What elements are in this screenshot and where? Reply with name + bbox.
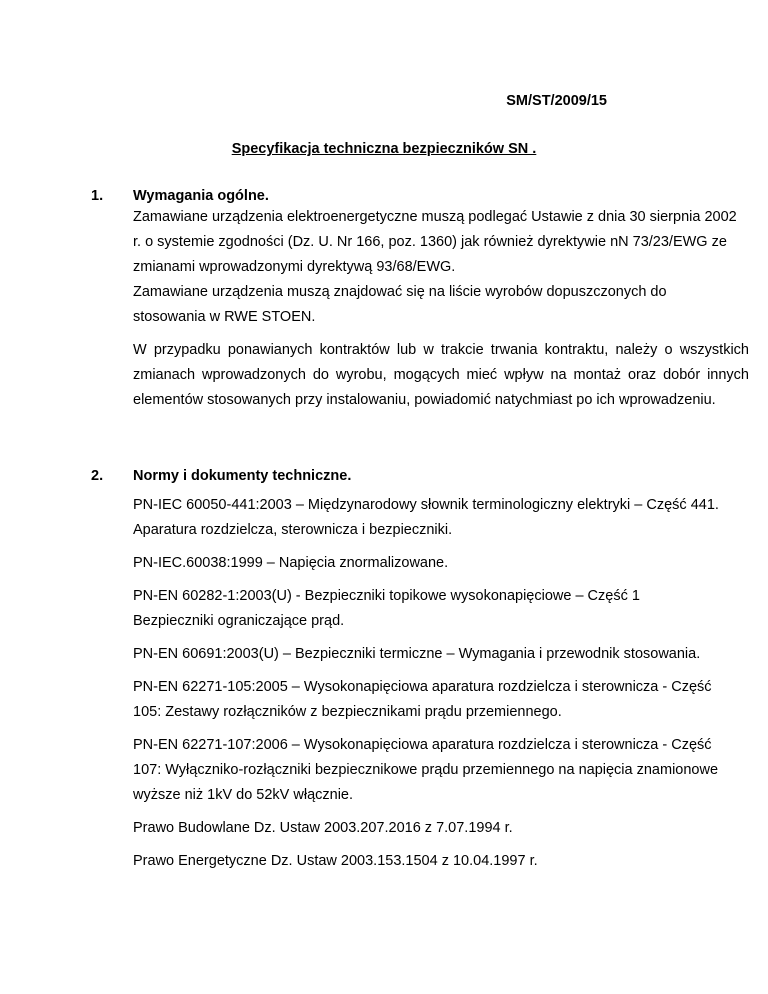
- section-number: 2.: [91, 468, 104, 484]
- section-heading: Wymagania ogólne.: [133, 188, 269, 204]
- standard-item: PN-IEC.60038:1999 – Napięcia znormalizowane.: [133, 555, 449, 571]
- standard-item: PN-EN 62271-107:2006 – Wysokonapięciowa aparatura rozdzielcza i sterownicza - Część 107: Wyłączniko-rozłączniki bezpiecznikowe prądu przemiennego na napięcia znamionowe wyższe niż 1kV do 52kV włącznie.: [133, 737, 719, 803]
- paragraph: Zamawiane urządzenia muszą znajdować się na liście wyrobów dopuszczonych do stosowania w RWE STOEN.: [133, 284, 667, 325]
- document-title: Specyfikacja techniczna bezpieczników SN .: [231, 141, 537, 157]
- section-number: 1.: [91, 188, 104, 204]
- standard-item: Prawo Energetyczne Dz. Ustaw 2003.153.1504 z 10.04.1997 r.: [133, 853, 538, 869]
- paragraph: W przypadku ponawianych kontraktów lub w trakcie trwania kontraktu, należy o wszystkich zmianach wprowadzonych do wyrobu, mogących mieć wpływ na montaż oraz dobór innych elementów stosowanych przy instalowaniu, powiadomić natychmiast po ich wprowadzeniu.: [133, 342, 749, 408]
- standard-item: PN-EN 62271-105:2005 – Wysokonapięciowa aparatura rozdzielcza i sterownicza - Część 105: Zestawy rozłączników z bezpiecznikami prądu przemiennego.: [133, 679, 712, 720]
- section-body: [133, 188, 749, 413]
- document-number: SM/ST/2009/15: [506, 93, 607, 109]
- standard-item: PN-IEC 60050-441:2003 – Międzynarodowy słownik terminologiczny elektryki – Część 441. Aparatura rozdzielcza, sterownicza i bezpieczniki.: [133, 497, 719, 538]
- paragraph: Zamawiane urządzenia elektroenergetyczne muszą podlegać Ustawie z dnia 30 sierpnia 2002 r. o systemie zgodności (Dz. U. Nr 166, poz. 1360) jak również dyrektywie nN 73/23/EWG ze zmianami wprowadzonymi dyrektywą 93/68/EWG.: [133, 209, 737, 275]
- standard-item: PN-EN 60282-1:2003(U) - Bezpieczniki topikowe wysokonapięciowe – Część 1 Bezpieczniki ograniczające prąd.: [133, 588, 640, 629]
- standard-item: Prawo Budowlane Dz. Ustaw 2003.207.2016 z 7.07.1994 r.: [133, 820, 513, 836]
- section-body: [133, 468, 749, 874]
- section-heading: Normy i dokumenty techniczne.: [133, 468, 352, 484]
- standard-item: PN-EN 60691:2003(U) – Bezpieczniki termiczne – Wymagania i przewodnik stosowania.: [133, 646, 701, 662]
